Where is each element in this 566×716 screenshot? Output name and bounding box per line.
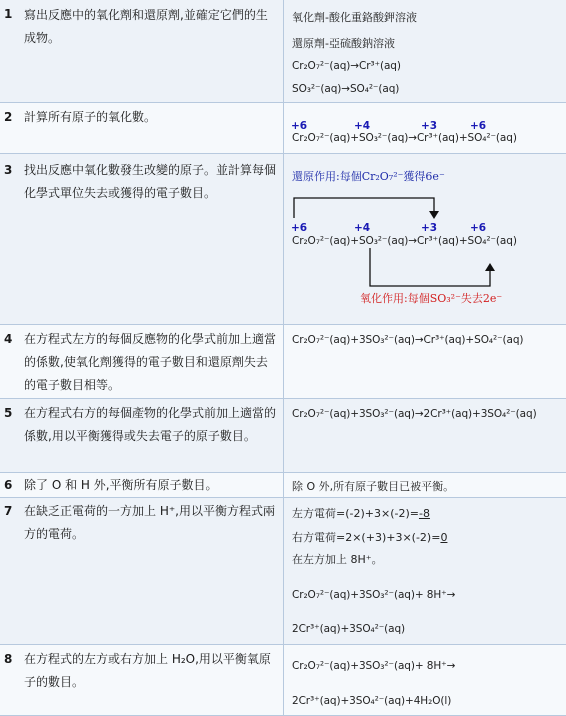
oxidation-number-cr-product: +3 xyxy=(421,120,438,132)
equation-step-4: Cr₂O₇²⁻(aq)+3SO₃²⁻(aq)→Cr³⁺(aq)+SO₄²⁻(aq) xyxy=(292,334,524,346)
table-row-step-7 xyxy=(0,498,566,645)
step-description: 在缺乏正電荷的一方加上 H⁺,用以平衡方程式兩方的電荷。 xyxy=(24,504,275,541)
table-row-step-5 xyxy=(0,399,566,473)
oxidation-number-cr: +6 xyxy=(291,222,308,234)
equation-step-8-line-1: Cr₂O₇²⁻(aq)+3SO₃²⁻(aq)+ 8H⁺→ xyxy=(292,660,456,672)
step-number: 8 xyxy=(4,652,13,666)
right-charge xyxy=(292,529,447,545)
oxidation-number-s-product: +6 xyxy=(470,120,487,132)
step-description: 除了 O 和 H 外,平衡所有原子數目。 xyxy=(24,478,218,492)
reduction-note: 還原作用:每個Cr₂O₇²⁻獲得6e⁻ xyxy=(292,170,445,183)
reducing-agent: 還原劑-亞硫酸鈉溶液 xyxy=(292,37,395,50)
step-description: 找出反應中氧化數發生改變的原子。並計算每個化學式單位失去或獲得的電子數目。 xyxy=(24,163,277,200)
left-charge xyxy=(292,505,430,521)
table-row-step-3 xyxy=(0,154,566,325)
step-description: 在方程式的左方或右方加上 H₂O,用以平衡氧原子的數目。 xyxy=(24,652,271,689)
step-description: 在方程式左方的每個反應物的化學式前加上適當的係數,使氧化劑獲得的電子數目和還原劑失去的電子數目相等。 xyxy=(24,332,277,392)
table-row-step-8 xyxy=(0,645,566,716)
right-charge-label: 右方電荷=2×(+3)+3×(-2)= xyxy=(292,531,441,544)
step-description: 在方程式右方的每個產物的化學式前加上適當的係數,用以平衡獲得或失去電子的原子數目。 xyxy=(24,406,277,443)
step-description: 計算所有原子的氧化數。 xyxy=(24,110,157,124)
unbalanced-equation: Cr₂O₇²⁻(aq)+SO₃²⁻(aq)→Cr³⁺(aq)+SO₄²⁻(aq) xyxy=(292,132,517,144)
oxidation-number-cr: +6 xyxy=(291,120,308,132)
table-row-step-6 xyxy=(0,473,566,498)
table-row-step-2 xyxy=(0,103,566,154)
half-equation-dichromate: Cr₂O₇²⁻(aq)→Cr³⁺(aq) xyxy=(292,60,401,72)
oxidation-number-s-product: +6 xyxy=(470,222,487,234)
step-number: 1 xyxy=(4,7,13,21)
table-row-step-4 xyxy=(0,325,566,399)
table-row-step-1 xyxy=(0,0,566,103)
step-description: 寫出反應中的氧化劑和還原劑,並確定它們的生成物。 xyxy=(24,8,268,45)
step-number: 4 xyxy=(4,332,13,346)
left-charge-label: 左方電荷=(-2)+3×(-2)= xyxy=(292,507,419,520)
equation-step-7-line-2: 2Cr³⁺(aq)+3SO₄²⁻(aq) xyxy=(292,623,406,635)
equation-step-8-line-2: 2Cr³⁺(aq)+3SO₄²⁻(aq)+4H₂O(l) xyxy=(292,695,452,707)
step-number: 2 xyxy=(4,110,13,124)
oxidation-number-cr-product: +3 xyxy=(421,222,438,234)
oxidation-number-s: +4 xyxy=(354,222,371,234)
oxidation-number-s: +4 xyxy=(354,120,371,132)
right-charge-value: 0 xyxy=(440,531,448,544)
balance-note: 除 O 外,所有原子數目已被平衡。 xyxy=(292,480,455,493)
equation-step-5: Cr₂O₇²⁻(aq)+3SO₃²⁻(aq)→2Cr³⁺(aq)+3SO₄²⁻(aq) xyxy=(292,408,537,420)
left-charge-value: -8 xyxy=(418,507,430,520)
step-number: 6 xyxy=(4,478,13,492)
equation-step-7-line-1: Cr₂O₇²⁻(aq)+3SO₃²⁻(aq)+ 8H⁺→ xyxy=(292,589,456,601)
step-number: 5 xyxy=(4,406,13,420)
half-equation-sulfite: SO₃²⁻(aq)→SO₄²⁻(aq) xyxy=(292,83,400,95)
unbalanced-equation: Cr₂O₇²⁻(aq)+SO₃²⁻(aq)→Cr³⁺(aq)+SO₄²⁻(aq) xyxy=(292,235,517,247)
step-number: 3 xyxy=(4,163,13,177)
add-hydrogen-note: 在左方加上 8H⁺。 xyxy=(292,553,383,566)
oxidizing-agent: 氧化劑-酸化重鉻酸鉀溶液 xyxy=(292,11,417,24)
oxidation-note: 氧化作用:每個SO₃²⁻失去2e⁻ xyxy=(360,292,503,305)
step-number: 7 xyxy=(4,504,13,518)
